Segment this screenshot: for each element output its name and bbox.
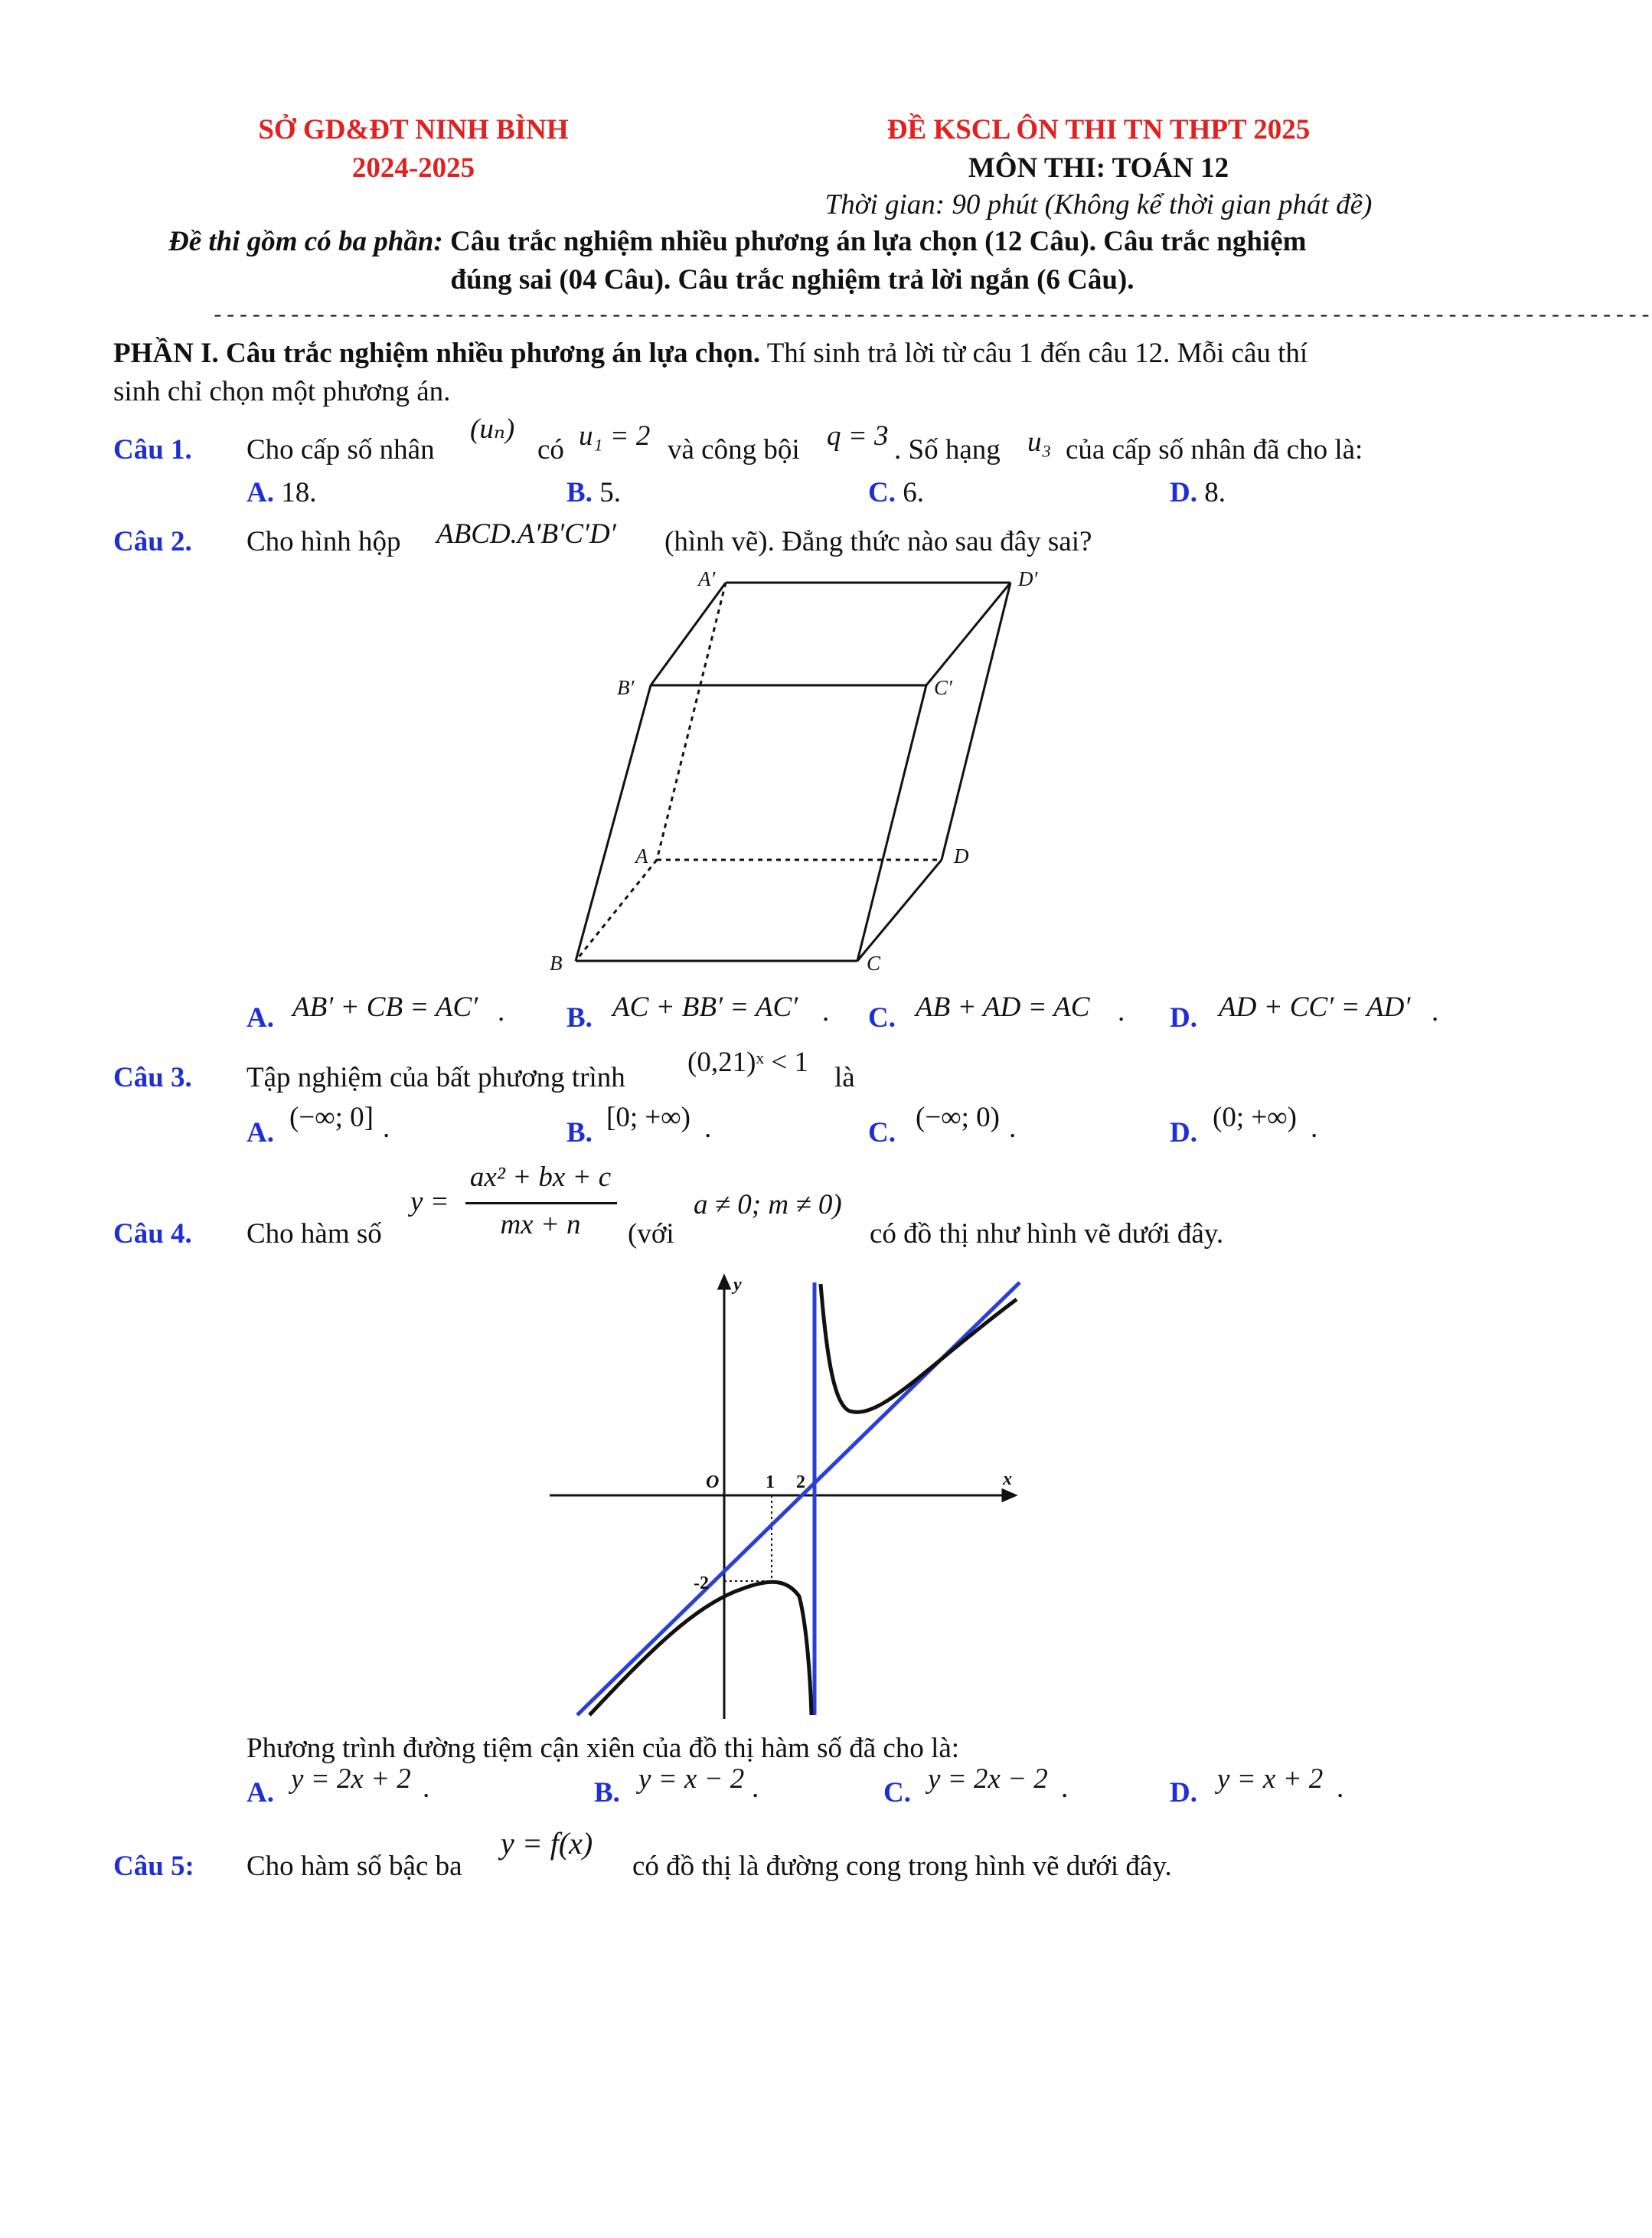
option-letter: B. — [566, 1117, 593, 1148]
part1-instruction-2: sinh chỉ chọn một phương án. — [113, 376, 451, 407]
option-letter: C. — [868, 1002, 896, 1034]
hidden-edges — [576, 583, 942, 961]
option-letter: C. — [868, 477, 896, 508]
q1-option-d[interactable] — [1170, 476, 1226, 509]
solid-edges — [576, 583, 1010, 961]
q1-math-q: q = 3 — [827, 420, 889, 452]
q1-option-a[interactable] — [246, 476, 316, 509]
tick-label-neg2: -2 — [694, 1573, 709, 1593]
q2-option-b-math: AC + BB′ = AC′ — [612, 992, 798, 1023]
vertex-label-C1: C′ — [934, 676, 952, 699]
q3-text-1: Tập nghiệm của bất phương trình — [246, 1062, 625, 1093]
q3-option-d-tail: . — [1311, 1112, 1318, 1144]
q4-option-c[interactable] — [883, 1776, 911, 1809]
q4-question: Phương trình đường tiệm cận xiên của đồ thị hàm số đã cho là: — [246, 1733, 960, 1764]
option-text: 18. — [281, 477, 317, 508]
q2-option-d[interactable] — [1170, 1001, 1197, 1034]
q4-text-1: Cho hàm số — [246, 1218, 382, 1250]
q3-option-d-math: (0; +∞) — [1213, 1102, 1297, 1133]
q4-math-condition: a ≠ 0; m ≠ 0) — [694, 1189, 842, 1220]
q4-text-2: (với — [628, 1218, 674, 1250]
option-letter: A. — [246, 1117, 274, 1148]
q2-option-a-math: AB′ + CB = AC′ — [292, 992, 478, 1023]
vertex-label-A1: A′ — [698, 567, 716, 590]
vertex-label-C: C — [867, 952, 881, 975]
q4-text-3: có đồ thị như hình vẽ dưới đây. — [870, 1218, 1224, 1250]
edge-B1B — [576, 685, 651, 961]
option-letter: D. — [1170, 477, 1197, 508]
option-text: 5. — [599, 477, 621, 508]
q1-math-u3: u₃ — [1027, 426, 1052, 458]
header-exam-title: ĐỀ KSCL ÔN THI TN THPT 2025 — [886, 114, 1311, 145]
q5-text-2: có đồ thị là đường cong trong hình vẽ dưới đây. — [632, 1851, 1172, 1882]
q3-option-b-tail: . — [704, 1112, 712, 1144]
q3-option-b-math: [0; +∞) — [606, 1102, 691, 1133]
q2-option-b[interactable] — [566, 1001, 593, 1034]
q3-option-c-tail: . — [1009, 1112, 1017, 1144]
option-letter: A. — [246, 477, 274, 508]
header-time: Thời gian: 90 phút (Không kể thời gian phát đề) — [824, 189, 1373, 221]
q4-option-d[interactable] — [1170, 1776, 1197, 1809]
q2-text-2: (hình vẽ). Đẳng thức nào sau đây sai? — [664, 526, 1092, 557]
q3-option-c-math: (−∞; 0) — [916, 1102, 1000, 1133]
q1-text-2: có — [537, 434, 564, 466]
option-letter: D. — [1170, 1117, 1197, 1148]
q3-option-a-tail: . — [383, 1112, 390, 1144]
option-letter: A. — [246, 1002, 274, 1034]
rational-function-graph — [544, 1267, 1026, 1719]
q2-option-c-tail: . — [1118, 996, 1125, 1028]
exam-intro-line1 — [168, 225, 1470, 258]
header-school: SỞ GD&ĐT NINH BÌNH — [258, 114, 569, 145]
q4-label: Câu 4. — [113, 1218, 192, 1250]
option-letter: A. — [246, 1777, 274, 1808]
q4-option-a-math: y = 2x + 2 — [291, 1763, 411, 1795]
separator: ---------------------------------------------------------------------------------------------------------------- — [211, 305, 1652, 328]
q1-label: Câu 1. — [113, 434, 192, 466]
q2-option-c[interactable] — [868, 1001, 896, 1034]
vertex-label-B1: B′ — [617, 676, 635, 699]
q1-text-5: của cấp số nhân đã cho là: — [1066, 434, 1363, 466]
edge-AB — [576, 860, 657, 961]
q1-text-1: Cho cấp số nhân — [246, 434, 435, 466]
q2-text-1: Cho hình hộp — [246, 526, 401, 557]
q2-option-b-tail: . — [822, 996, 830, 1028]
q2-option-a[interactable] — [246, 1001, 274, 1034]
x-axis-label: x — [1003, 1469, 1012, 1489]
tick-label-1: 1 — [766, 1472, 775, 1492]
option-letter: B. — [566, 477, 593, 508]
q1-option-b[interactable] — [566, 476, 621, 509]
q3-option-b[interactable] — [566, 1116, 593, 1149]
q4-math-numerator: ax² + bx + c — [469, 1161, 612, 1193]
q1-math-sequence: (uₙ) — [470, 413, 515, 445]
parallelepiped-figure — [528, 563, 1049, 976]
q4-option-a-tail: . — [423, 1772, 430, 1804]
option-letter: B. — [594, 1777, 620, 1808]
q4-option-c-math: y = 2x − 2 — [928, 1763, 1048, 1795]
part1-heading — [113, 337, 1491, 370]
q2-label: Câu 2. — [113, 526, 192, 557]
q1-text-4: . Số hạng — [894, 434, 1001, 466]
q2-option-a-tail: . — [498, 996, 505, 1028]
q3-option-c[interactable] — [868, 1116, 896, 1149]
q2-option-d-math: AD + CC′ = AD′ — [1219, 992, 1411, 1023]
part1-title: PHẦN I. Câu trắc nghiệm nhiều phương án lựa chọn. — [113, 338, 761, 369]
edge-A1A — [657, 583, 726, 860]
q4-option-d-math: y = x + 2 — [1217, 1763, 1324, 1795]
q4-option-a[interactable] — [246, 1776, 274, 1809]
option-letter: C. — [883, 1777, 911, 1808]
q4-fraction-bar — [465, 1202, 617, 1204]
tick-label-2: 2 — [796, 1472, 805, 1492]
q2-option-d-tail: . — [1432, 996, 1439, 1028]
q1-text-3: và công bội — [668, 434, 800, 466]
q5-math-function: y = f(x) — [501, 1826, 593, 1861]
q2-math-box: ABCD.A′B′C′D′ — [436, 518, 616, 550]
q3-option-d[interactable] — [1170, 1116, 1197, 1149]
y-axis-label: y — [733, 1275, 742, 1295]
option-letter: B. — [566, 1002, 593, 1034]
q4-option-b[interactable] — [594, 1776, 620, 1809]
origin-label: O — [706, 1472, 720, 1492]
option-text: 6. — [903, 477, 924, 508]
intro-bold-1: Câu trắc nghiệm nhiều phương án lựa chọn (12 Câu). Câu trắc nghiệm — [442, 226, 1307, 257]
q4-option-c-tail: . — [1061, 1772, 1069, 1804]
q3-label: Câu 3. — [113, 1062, 192, 1093]
q1-option-c[interactable] — [868, 476, 924, 509]
vertex-label-B: B — [550, 952, 563, 975]
q3-math-inequality: (0,21)ˣ < 1 — [687, 1047, 808, 1078]
q1-math-u1: u₁ = 2 — [579, 420, 651, 452]
exam-intro-line2: đúng sai (04 Câu). Câu trắc nghiệm trả lời ngắn (6 Câu). — [450, 264, 1135, 296]
option-letter: D. — [1170, 1777, 1197, 1808]
q4-math-lhs: y = — [410, 1186, 449, 1217]
q5-text-1: Cho hàm số bậc ba — [246, 1851, 462, 1882]
header-subject: MÔN THI: TOÁN 12 — [968, 152, 1229, 184]
q2-option-c-math: AB + AD = AC — [916, 992, 1090, 1023]
guide-lines — [724, 1495, 772, 1581]
edge-A1B1 — [651, 583, 726, 685]
q4-option-b-tail: . — [752, 1772, 759, 1804]
q4-option-d-tail: . — [1337, 1772, 1344, 1804]
vertex-label-D: D — [954, 845, 969, 867]
q3-option-a-math: (−∞; 0] — [289, 1102, 374, 1133]
q4-option-b-math: y = x − 2 — [638, 1763, 745, 1795]
x-axis-arrow — [1003, 1490, 1015, 1501]
lower-branch — [589, 1582, 811, 1715]
vertex-label-A: A — [635, 845, 648, 867]
y-axis-arrow — [719, 1276, 730, 1289]
option-letter: D. — [1170, 1002, 1197, 1034]
q5-label: Câu 5: — [113, 1851, 194, 1882]
q3-option-a[interactable] — [246, 1116, 274, 1149]
vertex-label-D1: D′ — [1018, 567, 1038, 590]
header-year: 2024-2025 — [351, 152, 475, 184]
option-text: 8. — [1204, 477, 1226, 508]
option-letter: C. — [868, 1117, 896, 1148]
part1-instruction: Thí sinh trả lời từ câu 1 đến câu 12. Mỗi câu thí — [760, 338, 1308, 369]
upper-branch — [821, 1284, 1017, 1412]
q3-text-2: là — [834, 1062, 855, 1093]
q4-math-denominator: mx + n — [500, 1209, 581, 1240]
intro-italic: Đề thi gồm có ba phần: — [168, 226, 443, 257]
